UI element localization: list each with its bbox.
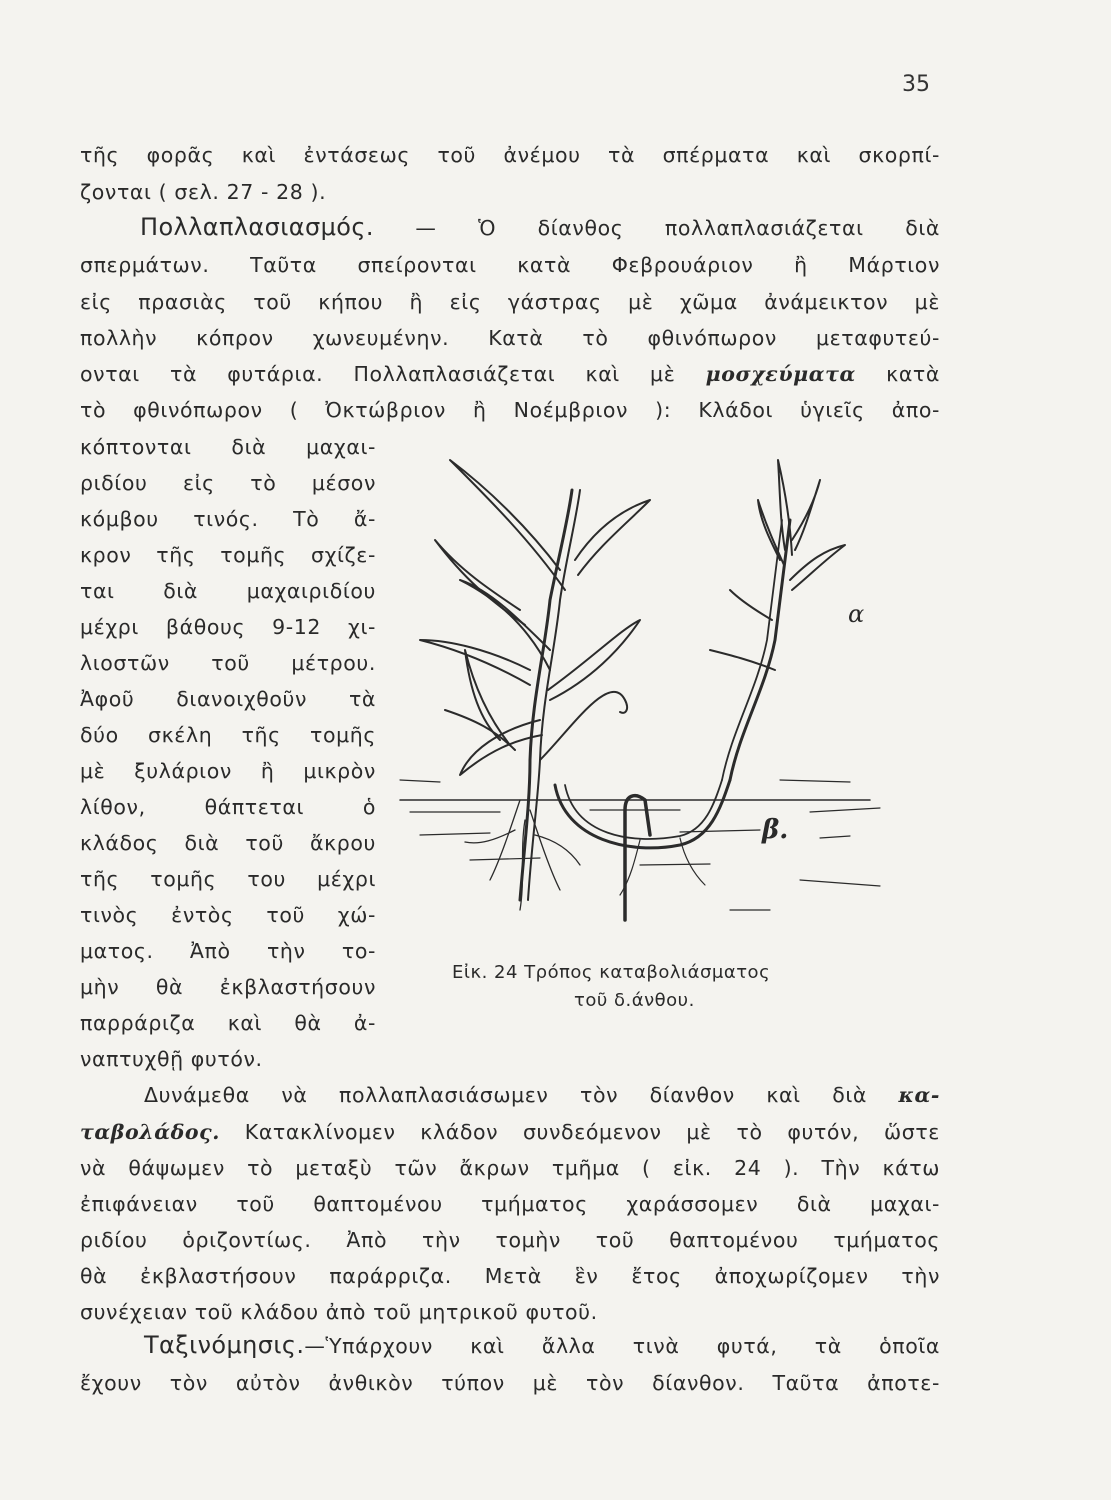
section-heading-reproduction: Πολλαπλασιασμός.: [140, 213, 374, 241]
plant-leaf: [540, 692, 627, 760]
root: [465, 800, 580, 910]
text-line: πολλὴν κόπρον χωνευμένην. Κατὰ τὸ φθινόπωρον μεταφυτεύ-: [80, 326, 940, 350]
column-line: τῆς τομῆς του μέχρι: [80, 867, 376, 891]
emphasis-term: ταβολάδος.: [80, 1120, 220, 1144]
column-line: παρράριζα καὶ θὰ ἀ-: [80, 1011, 376, 1035]
figure-caption: Εἰκ. 24 Τρόπος καταβολιάσματος: [452, 962, 771, 983]
column-line: κόμβου τινός. Τὸ ἄ-: [80, 507, 376, 531]
text-line: νὰ θάψωμεν τὸ μεταξὺ τῶν ἄκρων τμῆμα ( εἰκ. 24 ). Τὴν κάτω: [80, 1156, 940, 1180]
plant-leaf: [792, 480, 820, 550]
text-fragment: —Ὑπάρχουν καὶ ἄλλα τινὰ φυτά, τὰ ὁποῖα: [304, 1334, 940, 1358]
text-line: τὸ φθινόπωρον ( Ὀκτώβριον ἢ Νοέμβριον ): Κλάδοι ὑγιεῖς ἀπο-: [80, 398, 940, 422]
text-fragment: κατὰ: [855, 362, 940, 386]
plant-leaf: [575, 500, 650, 575]
text-line: θὰ ἐκβλαστήσουν παράρριζα. Μετὰ ἓν ἔτος ἀποχωρίζομεν τὴν: [80, 1264, 940, 1288]
peg: [625, 796, 650, 920]
paragraph-line: [80, 1330, 940, 1361]
figure-caption: τοῦ δ.άνθου.: [574, 990, 695, 1011]
text-fragment: ονται τὰ φυτάρια. Πολλαπλασιάζεται καὶ μὲ: [80, 362, 706, 386]
text-line: ζονται ( σελ. 27 - 28 ).: [80, 180, 327, 204]
figure-label-b: β.: [762, 815, 789, 845]
figure-label-a: α: [848, 600, 865, 628]
column-line: ριδίου εἰς τὸ μέσον: [80, 471, 376, 495]
column-line: τινὸς ἐντὸς τοῦ χώ-: [80, 903, 376, 927]
plant-leaf: [450, 460, 565, 590]
text-line: τῆς φορᾶς καὶ ἐντάσεως τοῦ ἀνέμου τὰ σπέρματα καὶ σκορπί-: [80, 143, 940, 167]
text-fragment: Δυνάμεθα νὰ πολλαπλασιάσωμεν τὸν δίανθον καὶ διὰ: [144, 1083, 899, 1107]
layering-illustration: [380, 440, 910, 940]
emphasis-term: μοσχεύματα: [705, 362, 856, 386]
text-line: ἐπιφάνειαν τοῦ θαπτομένου τμήματος χαράσσομεν διὰ μαχαι-: [80, 1192, 940, 1216]
paragraph-line: [80, 212, 940, 243]
plant-leaf: [548, 620, 640, 700]
column-line: μὲ ξυλάριον ἢ μικρὸν: [80, 759, 376, 783]
plant-leaf: [790, 545, 845, 590]
text-fragment: — Ὁ δίανθος πολλαπλασιάζεται διὰ: [373, 216, 940, 240]
paragraph-line: [80, 1080, 940, 1110]
paragraph-line: [80, 1117, 940, 1147]
buried-branch: [555, 780, 730, 848]
column-line: κόπτονται διὰ μαχαι-: [80, 435, 376, 459]
column-line: ματος. Ἀπὸ τὴν το-: [80, 939, 376, 963]
text-fragment: Κατακλίνομεν κλάδον συνδεόμενον μὲ τὸ φυτόν, ὥστε: [219, 1120, 940, 1144]
column-line: κλάδος διὰ τοῦ ἄκρου: [80, 831, 376, 855]
column-line: Ἀφοῦ διανοιχθοῦν τὰ: [80, 687, 376, 711]
column-line: ναπτυχθῇ φυτόν.: [80, 1047, 263, 1071]
column-line: λίθον, θάπτεται ὁ: [80, 795, 376, 819]
column-line: κρον τῆς τομῆς σχίζε-: [80, 543, 376, 567]
plant-leaf: [445, 710, 515, 750]
column-line: μέχρι βάθους 9-12 χι-: [80, 615, 376, 639]
plant-leaf: [420, 640, 530, 685]
column-line: λιοστῶν τοῦ μέτρου.: [80, 651, 376, 675]
text-line: συνέχειαν τοῦ κλάδου ἀπὸ τοῦ μητρικοῦ φυτοῦ.: [80, 1300, 598, 1324]
column-line: δύο σκέλη τῆς τομῆς: [80, 723, 376, 747]
section-heading-classification: Ταξινόμησις.: [144, 1331, 305, 1359]
plant-leaf: [710, 650, 775, 670]
text-line: σπερμάτων. Ταῦτα σπείρονται κατὰ Φεβρουάριον ἢ Μάρτιον: [80, 253, 940, 277]
plant-leaf: [730, 590, 772, 620]
text-line: ριδίου ὁριζοντίως. Ἀπὸ τὴν τομὴν τοῦ θαπτομένου τμήματος: [80, 1228, 940, 1252]
emphasis-term: κα-: [898, 1083, 940, 1107]
paragraph-line: [80, 359, 940, 389]
text-line: εἰς πρασιὰς τοῦ κήπου ἢ εἰς γάστρας μὲ χῶμα ἀνάμεικτον μὲ: [80, 290, 940, 314]
page-number: 35: [902, 72, 930, 97]
column-line: ται διὰ μαχαιριδίου: [80, 579, 376, 603]
text-line: ἔχουν τὸν αὐτὸν ἀνθικὸν τύπον μὲ τὸν δίανθον. Ταῦτα ἀποτε-: [80, 1371, 940, 1395]
column-line: μὴν θὰ ἐκβλαστήσουν: [80, 975, 376, 999]
